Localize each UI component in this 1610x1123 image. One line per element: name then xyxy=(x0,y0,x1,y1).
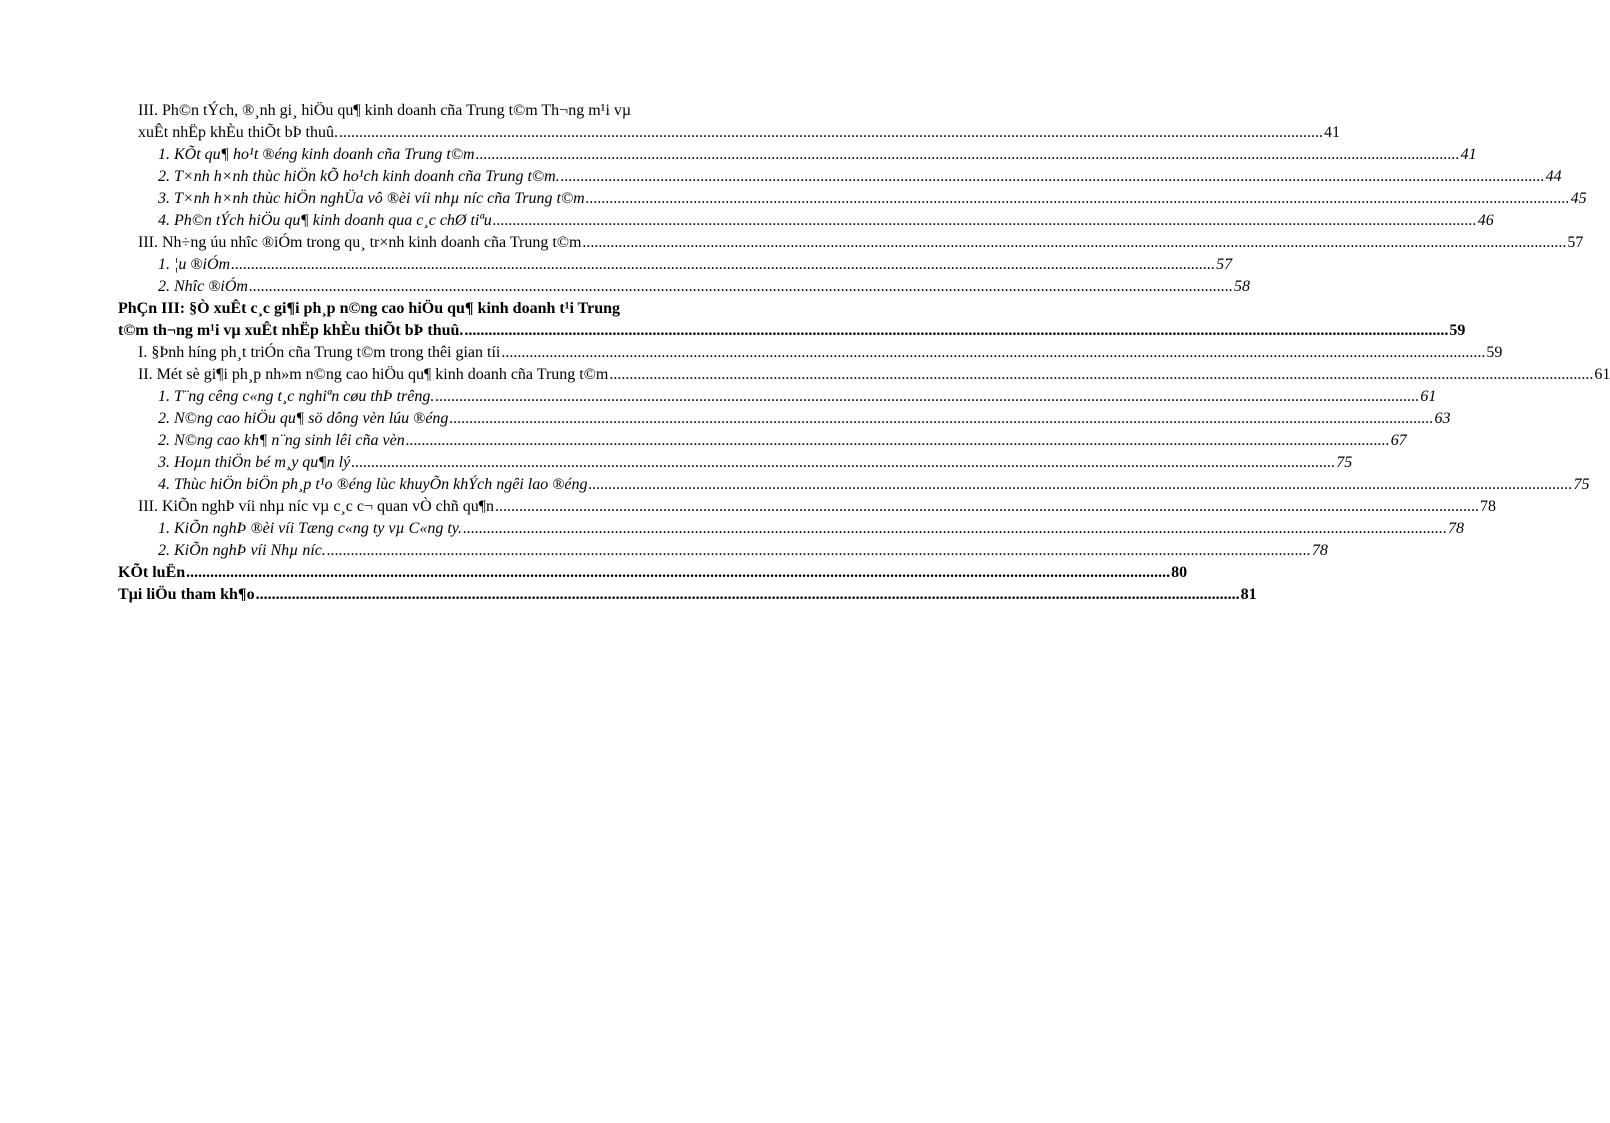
toc-entry-page: 80 xyxy=(1171,564,1188,581)
leader-dots xyxy=(501,342,1485,364)
toc-entry xyxy=(118,342,1503,364)
toc-entry-title: 2. Nhîc ®iÓm xyxy=(158,278,248,295)
leader-dots xyxy=(339,122,1323,144)
toc-entry xyxy=(118,408,1451,430)
toc-entry-title: 2. N©ng cao kh¶ n¨ng sinh lêi cña vèn xyxy=(158,432,405,449)
toc-entry xyxy=(118,386,1437,408)
toc-entry xyxy=(118,452,1353,474)
toc-entry-page: 41 xyxy=(1324,124,1340,141)
toc-entry-page: 57 xyxy=(1216,256,1233,273)
leader-dots xyxy=(493,210,1477,232)
toc-entry-title: 2. T×nh h×nh thùc hiÖn kÕ ho¹ch kinh doanh cña Trung t©m. xyxy=(158,168,560,185)
leader-dots xyxy=(561,166,1545,188)
leader-dots xyxy=(449,408,1433,430)
toc-entry-page: 78 xyxy=(1448,520,1465,537)
toc-entry-title: KÕt luËn xyxy=(118,564,186,581)
toc-entry xyxy=(118,430,1407,452)
table-of-contents xyxy=(118,100,1610,606)
toc-entry xyxy=(118,188,1587,210)
leader-dots xyxy=(464,320,1448,342)
toc-entry xyxy=(118,584,1257,606)
toc-entry xyxy=(118,518,1465,540)
toc-entry-page: 46 xyxy=(1477,212,1494,229)
leader-dots xyxy=(495,496,1479,518)
toc-entry-title: I. §Þnh híng ph¸t triÓn cña Trung t©m trong thêi gian tíi xyxy=(138,344,501,361)
toc-entry xyxy=(118,320,1466,342)
leader-dots xyxy=(406,430,1390,452)
toc-entry-title: 4. Thùc hiÖn biÖn ph¸p t¹o ®éng lùc khuyÕn khÝch ngêi lao ®éng xyxy=(158,476,588,493)
toc-entry-page: 61 xyxy=(1420,388,1437,405)
toc-entry-title: 4. Ph©n tÝch hiÖu qu¶ kinh doanh qua c¸c chØ tiªu xyxy=(158,212,492,229)
toc-entry-page: 75 xyxy=(1573,476,1590,493)
toc-entry-title: 1. KÕt qu¶ ho¹t ®éng kinh doanh cña Trung t©m xyxy=(158,146,475,163)
leader-dots xyxy=(256,584,1240,606)
toc-entry-title: 3. T×nh h×nh thùc hiÖn nghÜa vô ®èi víi nhµ níc cña Trung t©m xyxy=(158,190,585,207)
toc-entry-page: 81 xyxy=(1240,586,1257,603)
leader-dots xyxy=(327,540,1311,562)
toc-entry xyxy=(118,232,1584,254)
toc-entry xyxy=(118,562,1188,584)
toc-entry xyxy=(118,276,1250,298)
toc-entry xyxy=(118,496,1496,518)
leader-dots xyxy=(476,144,1460,166)
toc-entry-page: 41 xyxy=(1460,146,1477,163)
leader-dots xyxy=(186,562,1170,584)
toc-entry-page: 61 xyxy=(1594,366,1610,383)
toc-entry-page: 57 xyxy=(1567,234,1584,251)
toc-entry-title: 3. Hoµn thiÖn bé m¸y qu¶n lý xyxy=(158,454,351,471)
toc-entry-page: 44 xyxy=(1545,168,1562,185)
toc-entry-page: 78 xyxy=(1479,498,1496,515)
toc-entry xyxy=(118,144,1477,166)
toc-entry-title: 1. ¦u ®iÓm xyxy=(158,256,231,273)
toc-entry xyxy=(118,474,1590,496)
leader-dots xyxy=(249,276,1233,298)
toc-entry-title: 2. KiÕn nghÞ víi Nhµ níc. xyxy=(158,542,326,559)
toc-entry-page: 63 xyxy=(1434,410,1451,427)
toc-entry-title: t©m th¬ng m¹i vµ xuÊt nhËp khÈu thiÕt bÞ thuû. xyxy=(118,322,464,339)
toc-entry xyxy=(118,254,1233,276)
toc-entry xyxy=(118,122,1340,144)
toc-entry-page: 58 xyxy=(1233,278,1250,295)
leader-dots xyxy=(231,254,1215,276)
toc-entry-title: 1. T¨ng cêng c«ng t¸c nghiªn cøu thÞ trêng. xyxy=(158,388,435,405)
leader-dots xyxy=(582,232,1566,254)
toc-entry-title: Tµi liÖu tham kh¶o xyxy=(118,586,255,603)
leader-dots xyxy=(609,364,1593,386)
toc-entry-title: xuÊt nhËp khÈu thiÕt bÞ thuû. xyxy=(138,124,338,141)
toc-entry-title: III. KiÕn nghÞ víi nhµ níc vµ c¸c c¬ quan vÒ chñ qu¶n xyxy=(138,498,494,515)
toc-entry xyxy=(118,166,1562,188)
toc-entry-title: II. Mét sè gi¶i ph¸p nh»m n©ng cao hiÖu qu¶ kinh doanh cña Trung t©m xyxy=(138,366,609,383)
leader-dots xyxy=(588,474,1572,496)
toc-entry xyxy=(118,540,1328,562)
toc-entry-page: 45 xyxy=(1570,190,1587,207)
toc-entry-heading-first-line: III. Ph©n tÝch, ®¸nh gi¸ hiÖu qu¶ kinh doanh cña Trung t©m Th¬ng m¹i vµ xyxy=(138,102,632,119)
toc-part-heading-first-line: PhÇn III: §Ò xuÊt c¸c gi¶i ph¸p n©ng cao hiÖu qu¶ kinh doanh t¹i Trung xyxy=(118,300,621,317)
leader-dots xyxy=(435,386,1419,408)
toc-entry-title: III. Nh÷ng úu nhîc ®iÓm trong qu¸ tr×nh kinh doanh cña Trung t©m xyxy=(138,234,582,251)
toc-entry-page: 59 xyxy=(1449,322,1466,339)
toc-entry xyxy=(118,210,1494,232)
toc-entry-title: 2. N©ng cao hiÖu qu¶ sö dông vèn lúu ®éng xyxy=(158,410,449,427)
toc-entry-page: 75 xyxy=(1336,454,1353,471)
toc-entry xyxy=(118,364,1610,386)
leader-dots xyxy=(463,518,1447,540)
toc-entry-page: 67 xyxy=(1390,432,1407,449)
toc-entry-page: 59 xyxy=(1486,344,1503,361)
toc-entry-title: 1. KiÕn nghÞ ®èi víi Tæng c«ng ty vµ C«ng ty. xyxy=(158,520,463,537)
leader-dots xyxy=(351,452,1335,474)
leader-dots xyxy=(586,188,1570,210)
toc-entry-page: 78 xyxy=(1311,542,1328,559)
